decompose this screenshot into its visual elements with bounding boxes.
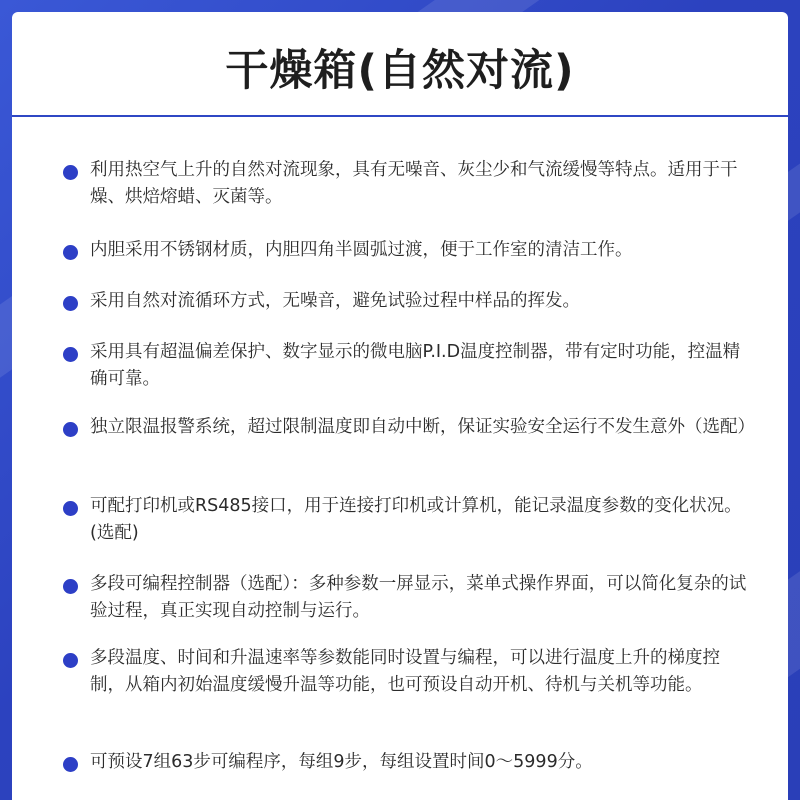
feature-text: 多段温度、时间和升温速率等参数能同时设置与编程，可以进行温度上升的梯度控制，从箱内初始温度缓慢升温等功能，也可预设自动开机、待机与关机等功能。 [90, 648, 720, 695]
feature-text: 可配打印机或RS485接口，用于连接打印机或计算机，能记录温度参数的变化状况。(选配) [90, 496, 742, 543]
page-title: 干燥箱(自然对流) [225, 46, 575, 96]
bullet-dot-icon [63, 579, 78, 594]
feature-text: 多段可编程控制器（选配）：多种参数一屏显示，菜单式操作界面，可以简化复杂的试验过程，真正实现自动控制与运行。 [90, 574, 747, 621]
bullet-dot-icon [63, 347, 78, 362]
content-panel [12, 12, 788, 800]
bullet-dot-icon [63, 245, 78, 260]
feature-text: 独立限温报警系统，超过限制温度即自动中断，保证实验安全运行不发生意外（选配） [90, 417, 755, 437]
bullet-dot-icon [63, 501, 78, 516]
feature-text: 内胆采用不锈钢材质，内胆四角半圆弧过渡，便于工作室的清洁工作。 [90, 240, 633, 260]
feature-text: 可预设7组63步可编程序，每组9步，每组设置时间0～5999分。 [90, 752, 593, 772]
bullet-dot-icon [63, 422, 78, 437]
bullet-dot-icon [63, 653, 78, 668]
title-divider [12, 115, 788, 117]
bullet-dot-icon [63, 165, 78, 180]
feature-text: 采用自然对流循环方式，无噪音，避免试验过程中样品的挥发。 [90, 291, 580, 311]
feature-text: 采用具有超温偏差保护、数字显示的微电脑P.I.D温度控制器，带有定时功能，控温精确可靠。 [90, 342, 741, 389]
bullet-dot-icon [63, 296, 78, 311]
title-area [12, 12, 788, 115]
bullet-dot-icon [63, 757, 78, 772]
feature-text: 利用热空气上升的自然对流现象，具有无噪音、灰尘少和气流缓慢等特点。适用于干燥、烘焙熔蜡、灭菌等。 [90, 160, 738, 207]
